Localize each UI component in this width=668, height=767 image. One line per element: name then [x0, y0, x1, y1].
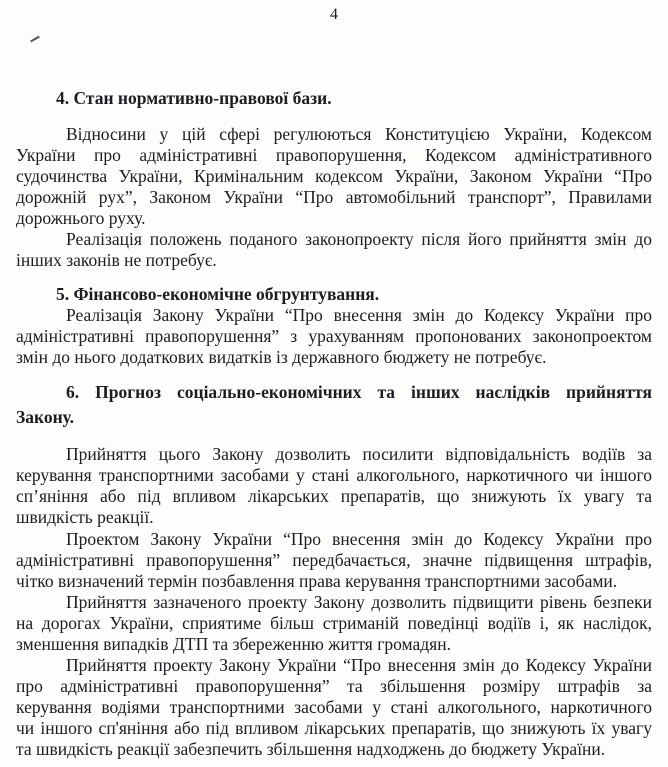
heading-forecast: [16, 380, 652, 430]
text-line: Прийняття зазначеного проекту Закону дозволить підвищити рівень безпеки: [66, 592, 652, 612]
text-line: сп’яніння або під впливом лікарських препаратів, що знижують їх увагу та: [16, 486, 652, 506]
text-line: України про адміністративні правопорушення, Кодексом адміністративного: [16, 145, 652, 165]
paragraph-forecast-4: [16, 655, 652, 760]
text-line: судочинства України, Кримінальним кодексом України, Законом України “Про: [16, 166, 652, 186]
text-line: швидкість реакції.: [16, 507, 154, 527]
text-line: адміністративні правопорушення” передбачається, значне підвищення штрафів,: [16, 550, 652, 570]
text-line: Відносини у цій сфері регулюються Конституцією України, Кодексом: [66, 124, 652, 144]
text-line: 6. Прогноз соціально-економічних та інших наслідків прийняття: [66, 382, 652, 402]
text-line: на дорогах України, сприятиме більш стриманій поведінці водіїв і, як наслідок,: [16, 613, 652, 633]
text-line: Реалізація положень поданого законопроекту після його прийняття змін до: [66, 229, 652, 249]
text-line: дорожній рух”, Законом України “Про автомобільний транспорт”, Правилами: [16, 187, 652, 207]
paragraph-financial: [16, 305, 652, 368]
text-line: Проектом Закону України “Про внесення змін до Кодексу України про: [66, 529, 652, 549]
paragraph-no-other-changes: [16, 229, 652, 271]
text-line: про адміністративні правопорушення” та збільшення розміру штрафів за: [16, 676, 652, 696]
text-line: керування транспортними засобами у стані алкогольного, наркотичного чи іншого: [16, 465, 652, 485]
text-line: дорожнього руху.: [16, 208, 146, 228]
text-line: зменшення випадків ДТП та збереженню життя громадян.: [16, 634, 451, 654]
heading-legal-basis: [16, 88, 652, 109]
paragraph-forecast-1: [16, 444, 652, 528]
text-line: Прийняття проекту Закону України “Про внесення змін до Кодексу України: [66, 655, 652, 675]
text-line: та швидкість реакції забезпечить збільшення надходжень до бюджету України.: [16, 739, 606, 759]
paragraph-forecast-3: [16, 592, 652, 655]
text-line: 5. Фінансово-економічне обгрунтування.: [56, 284, 380, 304]
text-line: Прийняття цього Закону дозволить посилити відповідальність водіїв за: [66, 444, 652, 464]
paragraph-forecast-2: [16, 529, 652, 592]
text-line: чітко визначений термін позбавлення права керування транспортними засобами.: [16, 571, 618, 591]
text-line: 4. Стан нормативно-правової бази.: [56, 88, 332, 108]
paragraph-legal-basis: [16, 124, 652, 229]
scan-mark: [30, 36, 40, 43]
text-line: Закону.: [16, 407, 75, 427]
text-line: інших законів не потребує.: [16, 250, 217, 270]
heading-financial: [16, 284, 652, 305]
text-line: змін до нього додаткових видатків із державного бюджету не потребує.: [16, 347, 547, 367]
page-number: 4: [330, 6, 338, 23]
text-line: керування водіями транспортними засобами у стані алкогольного, наркотичного: [16, 697, 652, 717]
text-line: чи іншого сп'яніння або під впливом лікарських препаратів, що знижують їх увагу: [16, 718, 652, 738]
text-line: Реалізація Закону України “Про внесення змін до Кодексу України про: [66, 305, 652, 325]
text-line: адміністративні правопорушення” з урахуванням пропонованих законопроектом: [16, 326, 652, 346]
